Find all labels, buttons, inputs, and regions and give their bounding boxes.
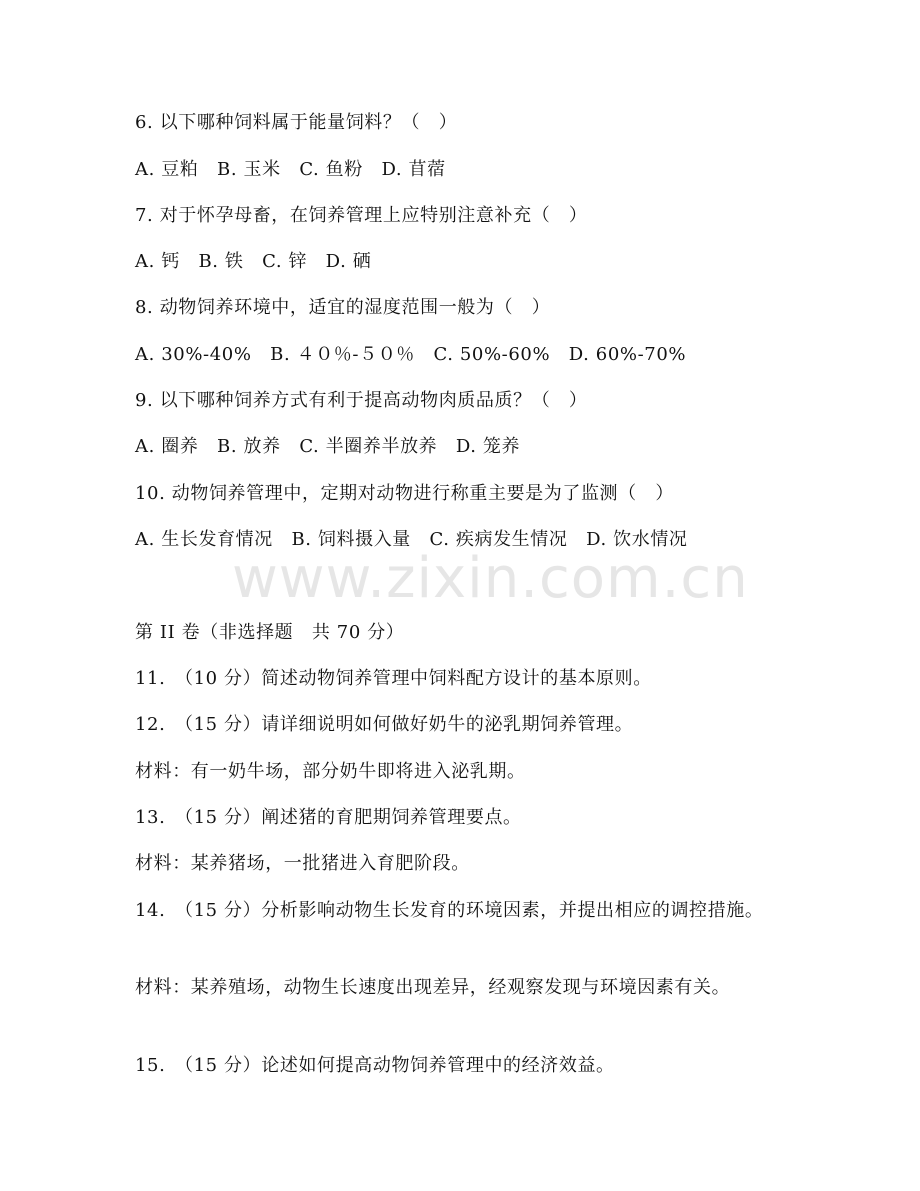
question-9-options: A. 圈养 B. 放养 C. 半圈养半放养 D. 笼养: [135, 436, 521, 457]
question-13-material: 材料：某养猪场，一批猪进入育肥阶段。: [135, 853, 470, 874]
question-6-stem: 6. 以下哪种饲料属于能量饲料？（ ）: [135, 112, 458, 133]
question-10-stem: 10. 动物饲养管理中，定期对动物进行称重主要是为了监测（ ）: [135, 483, 674, 504]
question-6-options: A. 豆粕 B. 玉米 C. 鱼粉 D. 苜蓿: [135, 159, 446, 180]
section-2-heading: 第 II 卷（非选择题 共 70 分）: [135, 622, 405, 643]
question-13: 13. （15 分）阐述猪的育肥期饲养管理要点。: [135, 807, 522, 828]
question-7-stem: 7. 对于怀孕母畜，在饲养管理上应特别注意补充（ ）: [135, 205, 588, 226]
question-15: 15. （15 分）论述如何提高动物饲养管理中的经济效益。: [135, 1055, 615, 1076]
question-10-options: A. 生长发育情况 B. 饲料摄入量 C. 疾病发生情况 D. 饮水情况: [135, 529, 688, 550]
question-8-options: A. 30%-40% B. ４０％-５０％ C. 50%-60% D. 60%-70%: [135, 344, 687, 365]
question-14: 14. （15 分）分析影响动物生长发育的环境因素，并提出相应的调控措施。: [135, 900, 764, 921]
question-8-stem: 8. 动物饲养环境中，适宜的湿度范围一般为（ ）: [135, 297, 551, 318]
question-7-options: A. 钙 B. 铁 C. 锌 D. 硒: [135, 251, 372, 272]
question-11: 11. （10 分）简述动物饲养管理中饲料配方设计的基本原则。: [135, 668, 652, 689]
watermark-text: www.zixin.com.cn: [232, 546, 749, 611]
question-12-material: 材料：有一奶牛场，部分奶牛即将进入泌乳期。: [135, 761, 526, 782]
question-12: 12. （15 分）请详细说明如何做好奶牛的泌乳期饲养管理。: [135, 714, 634, 735]
question-9-stem: 9. 以下哪种饲养方式有利于提高动物肉质品质？（ ）: [135, 390, 588, 411]
question-14-material: 材料：某养殖场，动物生长速度出现差异，经观察发现与环境因素有关。: [135, 977, 731, 998]
